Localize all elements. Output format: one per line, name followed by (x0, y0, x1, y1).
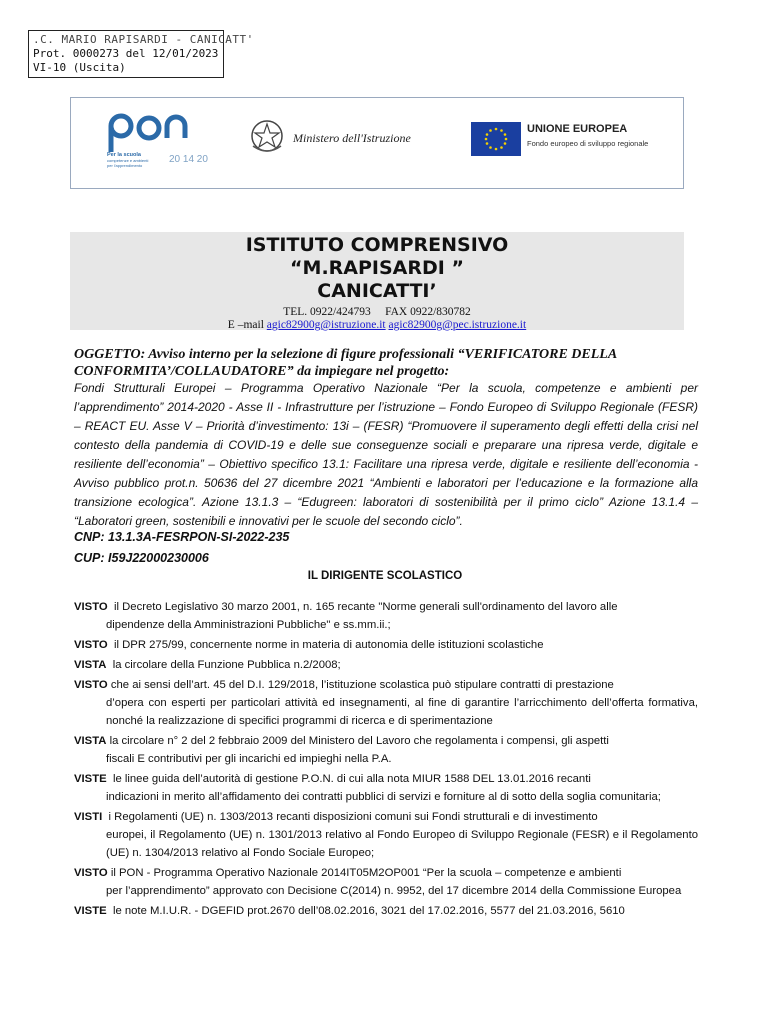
premise-text: la circolare n° 2 del 2 febbraio 2009 del Ministero del Lavoro che regolamenta i compensi, gli aspetti (109, 735, 609, 747)
premise-text: le linee guida dell’autorità di gestione P.O.N. di cui alla nota MIUR 1588 DEL 13.01.2016 recanti (112, 773, 591, 785)
premise-keyword: VISTO (74, 639, 108, 651)
email-prefix: E –mail (227, 319, 267, 331)
section-title: IL DIRIGENTE SCOLASTICO (307, 570, 463, 582)
premise-keyword: VISTI (74, 811, 103, 823)
email-link[interactable]: agic82900g@istruzione.it (266, 319, 386, 331)
premise-item (74, 656, 698, 674)
premise-item (74, 636, 698, 654)
premise-keyword: VISTE (74, 773, 107, 785)
premise-continuation: europei, il Regolamento (UE) n. 1301/2013 relativo al Fondo Europeo di Sviluppo Regionale (FESR) e il Regolamento (UE) n. 1304/2013 relativo al Fondo Sociale Europeo; (106, 829, 698, 859)
premise-continuation: fiscali E contributivi per gli incarichi ed impieghi nella P.A. (106, 753, 392, 765)
logo-banner (70, 97, 684, 189)
protocol-class: VI-10 (Uscita) (33, 61, 126, 74)
eu-title: UNIONE EUROPEA (527, 123, 628, 135)
school-type: ISTITUTO COMPRENSIVO (245, 234, 509, 256)
premise-item (74, 732, 698, 768)
pon-subtitle-2: competenze e ambienti (107, 158, 149, 163)
cup-code: CUP: I59J22000230006 (74, 551, 209, 565)
pec-link[interactable]: agic82900g@pec.istruzione.it (388, 319, 527, 331)
protocol-number: Prot. 0000273 del 12/01/2023 (33, 47, 219, 60)
premise-text: il Decreto Legislativo 30 marzo 2001, n. 165 recante "Norme generali sull'ordinamento del lavoro alle (113, 601, 618, 613)
premise-keyword: VISTE (74, 905, 107, 917)
protocol-stamp (28, 30, 254, 78)
premise-item (74, 598, 698, 634)
premise-text: i Regolamenti (UE) n. 1303/2013 recanti disposizioni comuni sui Fondi strutturali e di investimento (108, 811, 598, 823)
school-header (70, 232, 684, 330)
premise-keyword: VISTA (74, 735, 107, 747)
premise-text: che ai sensi dell’art. 45 del D.I. 129/2018, l’istituzione scolastica può stipulare contratti di prestazione (110, 679, 614, 691)
premise-item (74, 770, 698, 806)
school-phone: TEL. 0922/424793 FAX 0922/830782 (283, 306, 471, 318)
subject: OGGETTO: Avviso interno per la selezione di figure professionali “VERIFICATORE DELLA CONFORMITA’/COLLAUDATORE” da impiegare nel progetto: (74, 347, 617, 379)
premise-keyword: VISTO (74, 601, 108, 613)
pon-years: 20 14 20 (169, 154, 208, 165)
pon-logo (105, 112, 217, 172)
eu-subtitle: Fondo europeo di sviluppo regionale (527, 139, 649, 148)
ministero-label: Ministero dell'Istruzione (293, 131, 411, 145)
premise-item (74, 864, 698, 900)
premise-item (74, 676, 698, 730)
italian-emblem-icon (247, 116, 287, 156)
premise-item (74, 902, 698, 920)
premise-keyword: VISTA (74, 659, 107, 671)
premise-text: il DPR 275/99, concernente norme in materia di autonomia delle istituzioni scolastiche (113, 639, 544, 651)
premise-keyword: VISTO (74, 679, 108, 691)
premises-list (74, 598, 698, 922)
premise-continuation: d’opera con esperti per particolari attività ed insegnamenti, al fine di garantire l’arricchimento dell’offerta formativa, nonché la realizzazione di specifici programmi di ricerca e di sperimentazione (106, 697, 698, 727)
premise-text: le note M.I.U.R. - DGEFID prot.2670 dell’08.02.2016, 3021 del 17.02.2016, 5577 del 21.03.2016, 5610 (112, 905, 625, 917)
premise-continuation: dipendenze della Amministrazioni Pubbliche" e ss.mm.ii.; (106, 619, 391, 631)
pon-subtitle: Per la scuola (107, 152, 141, 158)
school-name: “M.RAPISARDI ” (290, 257, 464, 279)
eu-flag-icon (471, 122, 521, 156)
school-city: CANICATTI’ (317, 280, 437, 302)
premise-text: la circolare della Funzione Pubblica n.2/2008; (112, 659, 341, 671)
school-email (70, 319, 684, 332)
funding-description: Fondi Strutturali Europei – Programma Operativo Nazionale “Per la scuola, competenze e ambienti per l’apprendimento” 2014-2020 - Asse II - Infrastrutture per l’istruzione – Fondo Europeo di Sviluppo Regionale (FESR) – REACT EU. Asse V – Priorità d’investimento: 13i – (FESR) “Promuovere il superamento degli effetti della crisi nel contesto della pandemia di COVID-19 e delle sue conseguenze sociali e preparare una ripresa verde, digitale e resiliente dell’economia” – Obiettivo specifico 13.1: Facilitare una ripresa verde, digitale e resiliente dell’economia - Avviso pubblico prot.n. 50636 del 27 dicembre 2021 “Ambienti e laboratori per l’educazione e la formazione alla transizione ecologica”. Azione 13.1.3 – “Edugreen: laboratori di sostenibilità per il primo ciclo” Azione 13.1.4 – “Laboratori green, sostenibili e innovativi per le scuole del secondo ciclo”. (74, 381, 698, 528)
protocol-school: .C. MARIO RAPISARDI - CANICATT' (33, 33, 254, 46)
premise-continuation: indicazioni in merito all’affidamento dei contratti pubblici di servizi e forniture al di sotto della soglia comunitaria; (106, 791, 661, 803)
pon-subtitle-3: per l'apprendimento (107, 163, 143, 168)
premise-keyword: VISTO (74, 867, 108, 879)
premise-continuation: per l’apprendimento” approvato con Decisione C(2014) n. 9952, del 17 dicembre 2014 della Commissione Europea (106, 885, 682, 897)
premise-text: il PON - Programma Operativo Nazionale 2014IT05M2OP001 “Per la scuola – competenze e ambienti (110, 867, 622, 879)
cnp-code: CNP: 13.1.3A-FESRPON-SI-2022-235 (74, 530, 290, 544)
premise-item (74, 808, 698, 862)
